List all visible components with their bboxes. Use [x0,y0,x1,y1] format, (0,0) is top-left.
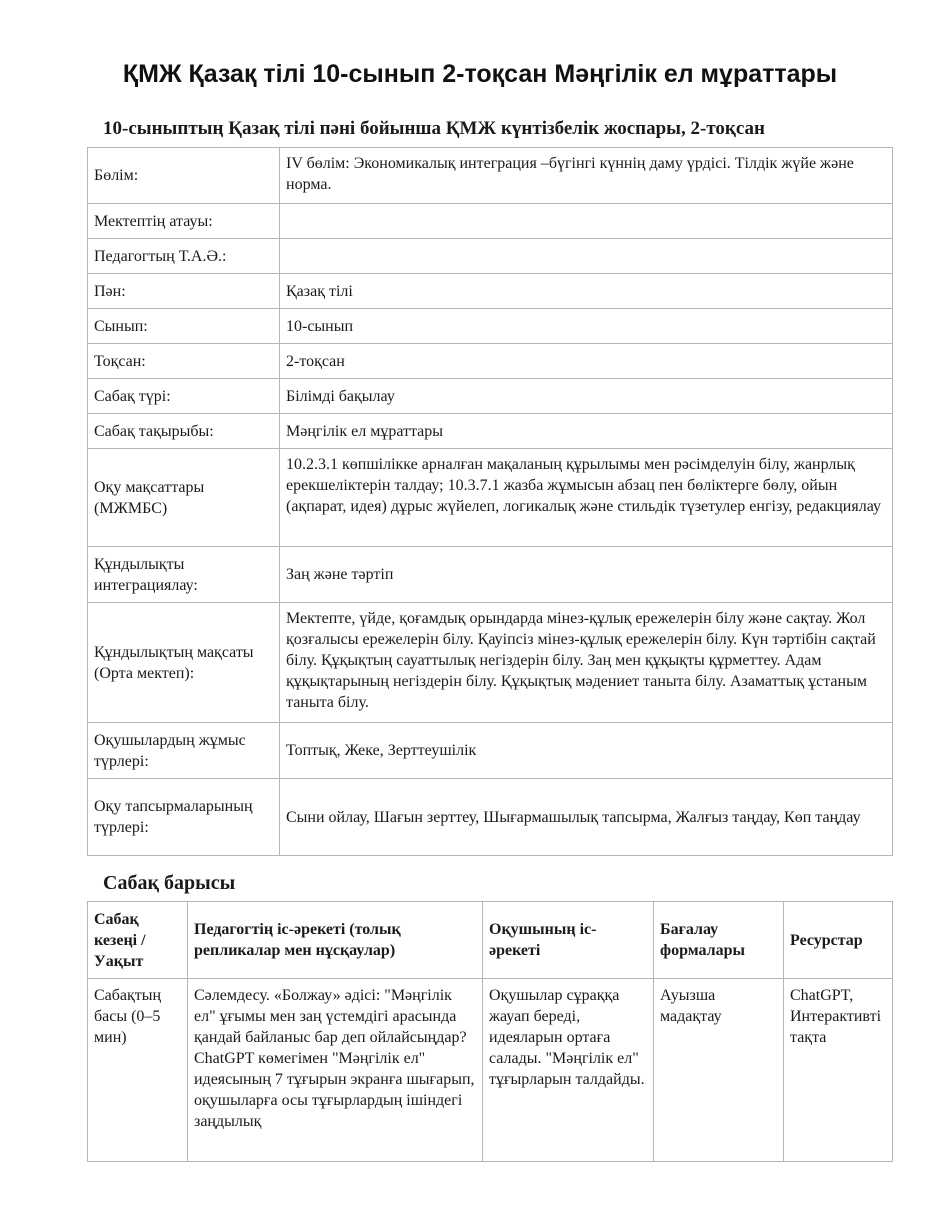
info-value: Қазақ тілі [280,274,893,309]
document-title: ҚМЖ Қазақ тілі 10-сынып 2-тоқсан Мәңгілік ел мұраттары [122,60,838,88]
info-value: Мектепте, үйде, қоғамдық орындарда мінез-құлық ережелерін білу және сақтау. Жол қозғалысы ережелерін білу. Қауіпсіз мінез-құлық ережелерін білу. Күн тәртібін сақтай білу. Құқықтың сауаттылық негіздерін білу. Заң мен құқықты құрметтеу. Адам құқықтарының негіздерін білу. Құқықтық мәдениет таныта білу. Азаматтық ұстаным таныта білу. [280,603,893,723]
info-value: Заң және тәртіп [280,547,893,603]
info-value: Білімді бақылау [280,379,893,414]
info-key: Құндылықты интеграциялау: [88,547,280,603]
info-key: Оқу мақсаттары (МЖМБС) [88,449,280,547]
info-key: Оқу тапсырмаларының түрлері: [88,779,280,856]
info-row [88,274,893,309]
info-value: IV бөлім: Экономикалық интеграция –бүгінгі күннің даму үрдісі. Тілдік жүйе және норма. [280,148,893,204]
info-key: Сынып: [88,309,280,344]
table-header-row [88,902,893,979]
column-header-student-activity: Оқушының іс-әрекеті [483,902,654,979]
info-key: Пән: [88,274,280,309]
info-row [88,239,893,274]
column-header-teacher-activity: Педагогтің іс-әрекеті (толық репликалар мен нұсқаулар) [188,902,483,979]
info-row [88,204,893,239]
info-row [88,449,893,547]
info-value: 2-тоқсан [280,344,893,379]
cell-student-activity: Оқушылар сұраққа жауап береді, идеяларын ортаға салады. "Мәңгілік ел" тұғырларын талдайды. [483,979,654,1162]
info-row [88,603,893,723]
info-key: Педагогтың Т.А.Ә.: [88,239,280,274]
lesson-flow-table [87,901,893,1162]
info-row [88,723,893,779]
column-header-assessment: Бағалау формалары [654,902,784,979]
info-key: Бөлім: [88,148,280,204]
column-header-resources: Ресурстар [784,902,893,979]
cell-resources: ChatGPT, Интерактивті тақта [784,979,893,1162]
info-key: Сабақ түрі: [88,379,280,414]
info-value: 10.2.3.1 көпшілікке арналған мақаланың құрылымы мен рәсімделуін білу, жанрлық ерекшеліктерін талдау; 10.3.7.1 жазба жұмысын абзац пен бөліктерге бөлу, ойын (ақпарат, идея) дұрыс жүйелеп, логикалық және стильдік түзетулер енгізу, редакциялау [280,449,893,547]
info-row [88,309,893,344]
info-row [88,547,893,603]
info-row [88,779,893,856]
info-key: Тоқсан: [88,344,280,379]
info-key: Сабақ тақырыбы: [88,414,280,449]
info-row [88,414,893,449]
document-subtitle: 10-сыныптың Қазақ тілі пәні бойынша ҚМЖ күнтізбелік жоспары, 2-тоқсан [103,118,765,139]
info-value [280,239,893,274]
info-row [88,344,893,379]
info-value: Мәңгілік ел мұраттары [280,414,893,449]
cell-teacher-activity: Сәлемдесу. «Болжау» әдісі: "Мәңгілік ел" ұғымы мен заң үстемдігі арасында қандай байланыс бар деп ойлайсыңдар? ChatGPT көмегімен "Мәңгілік ел" идеясының 7 тұғырын экранға шығарып, оқушыларға осы тұғырлардың ішіндегі заңдылық [188,979,483,1162]
info-value: 10-сынып [280,309,893,344]
info-row [88,379,893,414]
info-value [280,204,893,239]
cell-stage: Сабақтың басы (0–5 мин) [88,979,188,1162]
info-value: Топтық, Жеке, Зерттеушілік [280,723,893,779]
info-key: Оқушылардың жұмыс түрлері: [88,723,280,779]
cell-assessment: Ауызша мадақтау [654,979,784,1162]
info-key: Құндылықтың мақсаты (Орта мектеп): [88,603,280,723]
info-key: Мектептің атауы: [88,204,280,239]
lesson-info-table [87,147,893,856]
column-header-stage: Сабақ кезеңі / Уақыт [88,902,188,979]
lesson-flow-title: Сабақ барысы [103,872,236,894]
table-row [88,979,893,1162]
info-row [88,148,893,204]
info-value: Сыни ойлау, Шағын зерттеу, Шығармашылық тапсырма, Жалғыз таңдау, Көп таңдау [280,779,893,856]
